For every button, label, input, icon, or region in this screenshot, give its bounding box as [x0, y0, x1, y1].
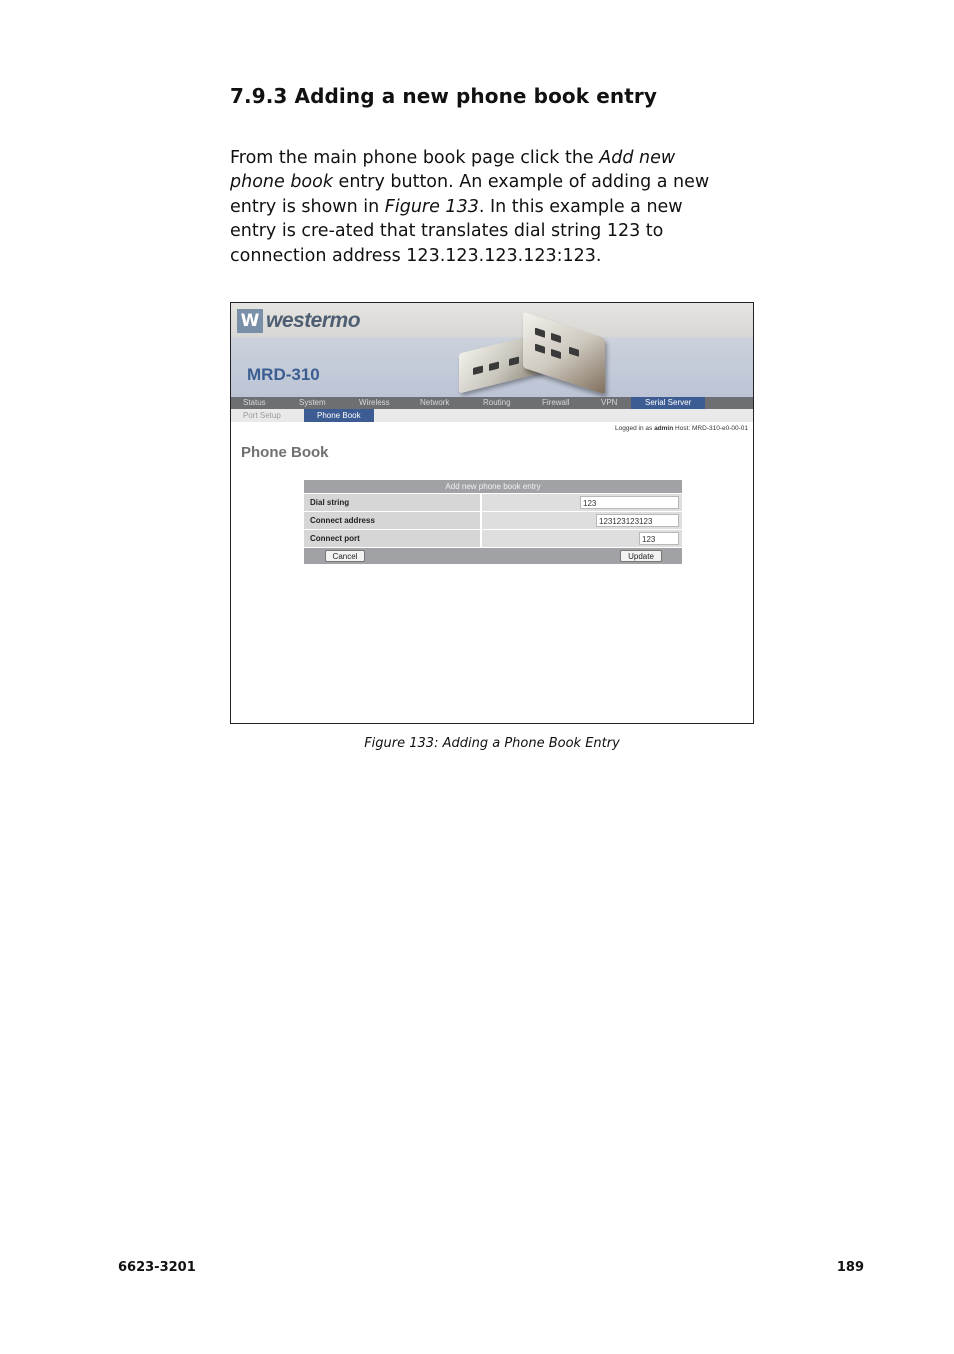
dial-string-input[interactable]: 123 [580, 496, 679, 509]
figure-screenshot [230, 302, 754, 724]
login-status [615, 425, 748, 432]
dial-string-label: Dial string [304, 494, 480, 511]
nav-system[interactable]: System [299, 398, 326, 407]
form-actions [304, 548, 682, 564]
connect-port-label: Connect port [304, 530, 480, 547]
nav-network[interactable]: Network [420, 398, 450, 407]
nav-firewall[interactable]: Firewall [542, 398, 570, 407]
figure-caption: Figure 133: Adding a Phone Book Entry [364, 736, 620, 751]
connect-address-input[interactable]: 123123123123 [596, 514, 679, 527]
form-row [304, 512, 682, 529]
subnav-phone-book[interactable]: Phone Book [304, 409, 374, 422]
main-nav [231, 397, 753, 409]
connect-address-label: Connect address [304, 512, 480, 529]
sub-nav [231, 409, 753, 422]
body-paragraph [230, 146, 720, 268]
westermo-logo [237, 307, 360, 335]
logo-text: westermo [266, 309, 361, 332]
nav-wireless[interactable]: Wireless [359, 398, 390, 407]
page-title: Phone Book [241, 444, 329, 461]
doc-number: 6623-3201 [118, 1260, 196, 1275]
subnav-port-setup[interactable]: Port Setup [243, 411, 281, 420]
form-row [304, 494, 682, 511]
para-italic-button-name: Add new phone book [230, 148, 676, 193]
form-row [304, 530, 682, 547]
product-name: MRD-310 [247, 365, 320, 384]
login-prefix: Logged in as [615, 425, 655, 432]
para-italic-figure-ref: Figure 133 [384, 196, 479, 217]
para-text-1: From the main phone book page click the [230, 148, 600, 168]
login-host: Host: MRD-310-e0-00-01 [673, 425, 748, 432]
update-button[interactable]: Update [620, 550, 662, 562]
section-heading: 7.9.3 Adding a new phone book entry [230, 84, 657, 108]
banner [231, 303, 753, 397]
phone-book-form [304, 480, 682, 564]
login-user: admin [654, 425, 674, 432]
para-text-2: entry button. An example of adding a new entry is shown in [230, 172, 710, 217]
cancel-button[interactable]: Cancel [325, 550, 365, 562]
nav-serial-server[interactable]: Serial Server [631, 397, 705, 409]
nav-routing[interactable]: Routing [483, 398, 511, 407]
form-title: Add new phone book entry [304, 480, 682, 493]
connect-port-input[interactable]: 123 [639, 532, 679, 545]
page-number: 189 [836, 1260, 864, 1275]
nav-vpn[interactable]: VPN [601, 398, 618, 407]
logo-mark-icon: W [237, 309, 263, 333]
para-text-3: . In this example a new entry is cre-ated that translates dial string 123 to connection address 123.123.123.123:123. [230, 196, 683, 266]
nav-status[interactable]: Status [243, 398, 266, 407]
